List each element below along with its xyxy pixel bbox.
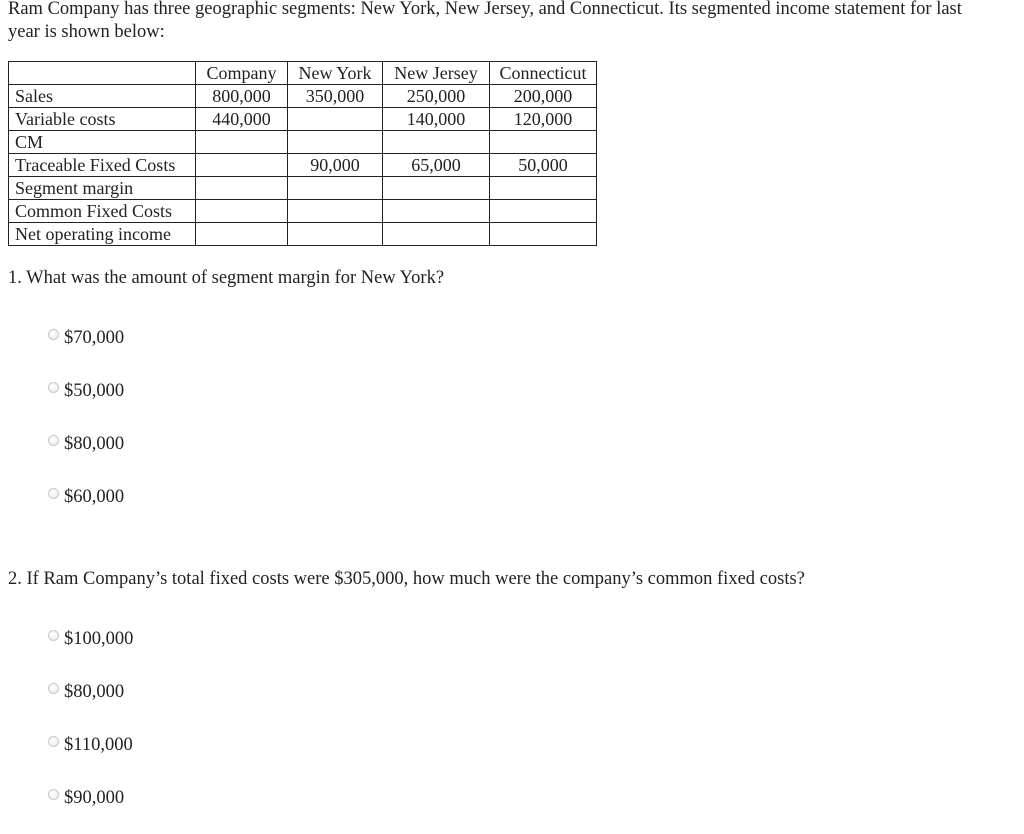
cell-segment-new-york [288,177,383,200]
option-label: $110,000 [64,734,133,755]
cell-common-company [196,200,288,223]
table-row [9,85,597,108]
table-row [9,131,597,154]
cell-variable-new-jersey: 140,000 [383,108,490,131]
table-header-row [9,62,597,85]
cell-variable-new-york [288,108,383,131]
cell-segment-connecticut [490,177,597,200]
cell-noi-connecticut [490,223,597,246]
cell-common-new-jersey [383,200,490,223]
cell-segment-new-jersey [383,177,490,200]
option-label: $100,000 [64,628,134,649]
radio-icon[interactable] [48,382,59,393]
radio-icon[interactable] [48,488,59,499]
option-label: $60,000 [64,486,125,507]
table-row [9,154,597,177]
cell-cm-company [196,131,288,154]
radio-icon[interactable] [48,789,59,800]
radio-icon[interactable] [48,329,59,340]
q1-option-2[interactable] [48,380,124,402]
cell-sales-connecticut: 200,000 [490,85,597,108]
q2-option-4[interactable] [48,787,124,809]
row-label-segment-margin: Segment margin [9,177,196,200]
q2-option-2[interactable] [48,681,124,703]
row-label-cm: CM [9,131,196,154]
cell-noi-new-jersey [383,223,490,246]
cell-traceable-new-york: 90,000 [288,154,383,177]
segmented-income-statement [8,61,597,246]
row-label-common-fixed-costs: Common Fixed Costs [9,200,196,223]
header-company: Company [196,62,288,85]
table-row [9,108,597,131]
cell-common-new-york [288,200,383,223]
option-label: $50,000 [64,380,125,401]
cell-traceable-connecticut: 50,000 [490,154,597,177]
q1-option-1[interactable] [48,327,124,349]
cell-traceable-company [196,154,288,177]
row-label-traceable-fixed-costs: Traceable Fixed Costs [9,154,196,177]
row-label-net-operating-income: Net operating income [9,223,196,246]
row-label-variable-costs: Variable costs [9,108,196,131]
table-row [9,177,597,200]
header-new-jersey: New Jersey [383,62,490,85]
question-2-text: 2. If Ram Company’s total fixed costs were $305,000, how much were the company’s common fixed costs? [8,569,805,589]
q1-option-4[interactable] [48,486,124,508]
cell-cm-new-york [288,131,383,154]
question-1-text: 1. What was the amount of segment margin for New York? [8,268,445,288]
row-label-sales: Sales [9,85,196,108]
radio-icon[interactable] [48,736,59,747]
option-label: $90,000 [64,787,125,808]
header-connecticut: Connecticut [490,62,597,85]
cell-sales-new-jersey: 250,000 [383,85,490,108]
radio-icon[interactable] [48,630,59,641]
q1-option-3[interactable] [48,433,124,455]
cell-variable-connecticut: 120,000 [490,108,597,131]
cell-variable-company: 440,000 [196,108,288,131]
q2-option-3[interactable] [48,734,133,756]
header-new-york: New York [288,62,383,85]
cell-traceable-new-jersey: 65,000 [383,154,490,177]
cell-sales-company: 800,000 [196,85,288,108]
cell-noi-company [196,223,288,246]
radio-icon[interactable] [48,435,59,446]
cell-cm-new-jersey [383,131,490,154]
cell-noi-new-york [288,223,383,246]
cell-sales-new-york: 350,000 [288,85,383,108]
header-blank [9,62,196,85]
option-label: $80,000 [64,681,125,702]
q2-option-1[interactable] [48,628,133,650]
table-row [9,200,597,223]
cell-cm-connecticut [490,131,597,154]
cell-segment-company [196,177,288,200]
table-row [9,223,597,246]
cell-common-connecticut [490,200,597,223]
option-label: $80,000 [64,433,125,454]
option-label: $70,000 [64,327,125,348]
intro-text: Ram Company has three geographic segments: New York, New Jersey, and Connecticut. Its segmented income statement for last year is shown below: [8,0,962,42]
radio-icon[interactable] [48,683,59,694]
